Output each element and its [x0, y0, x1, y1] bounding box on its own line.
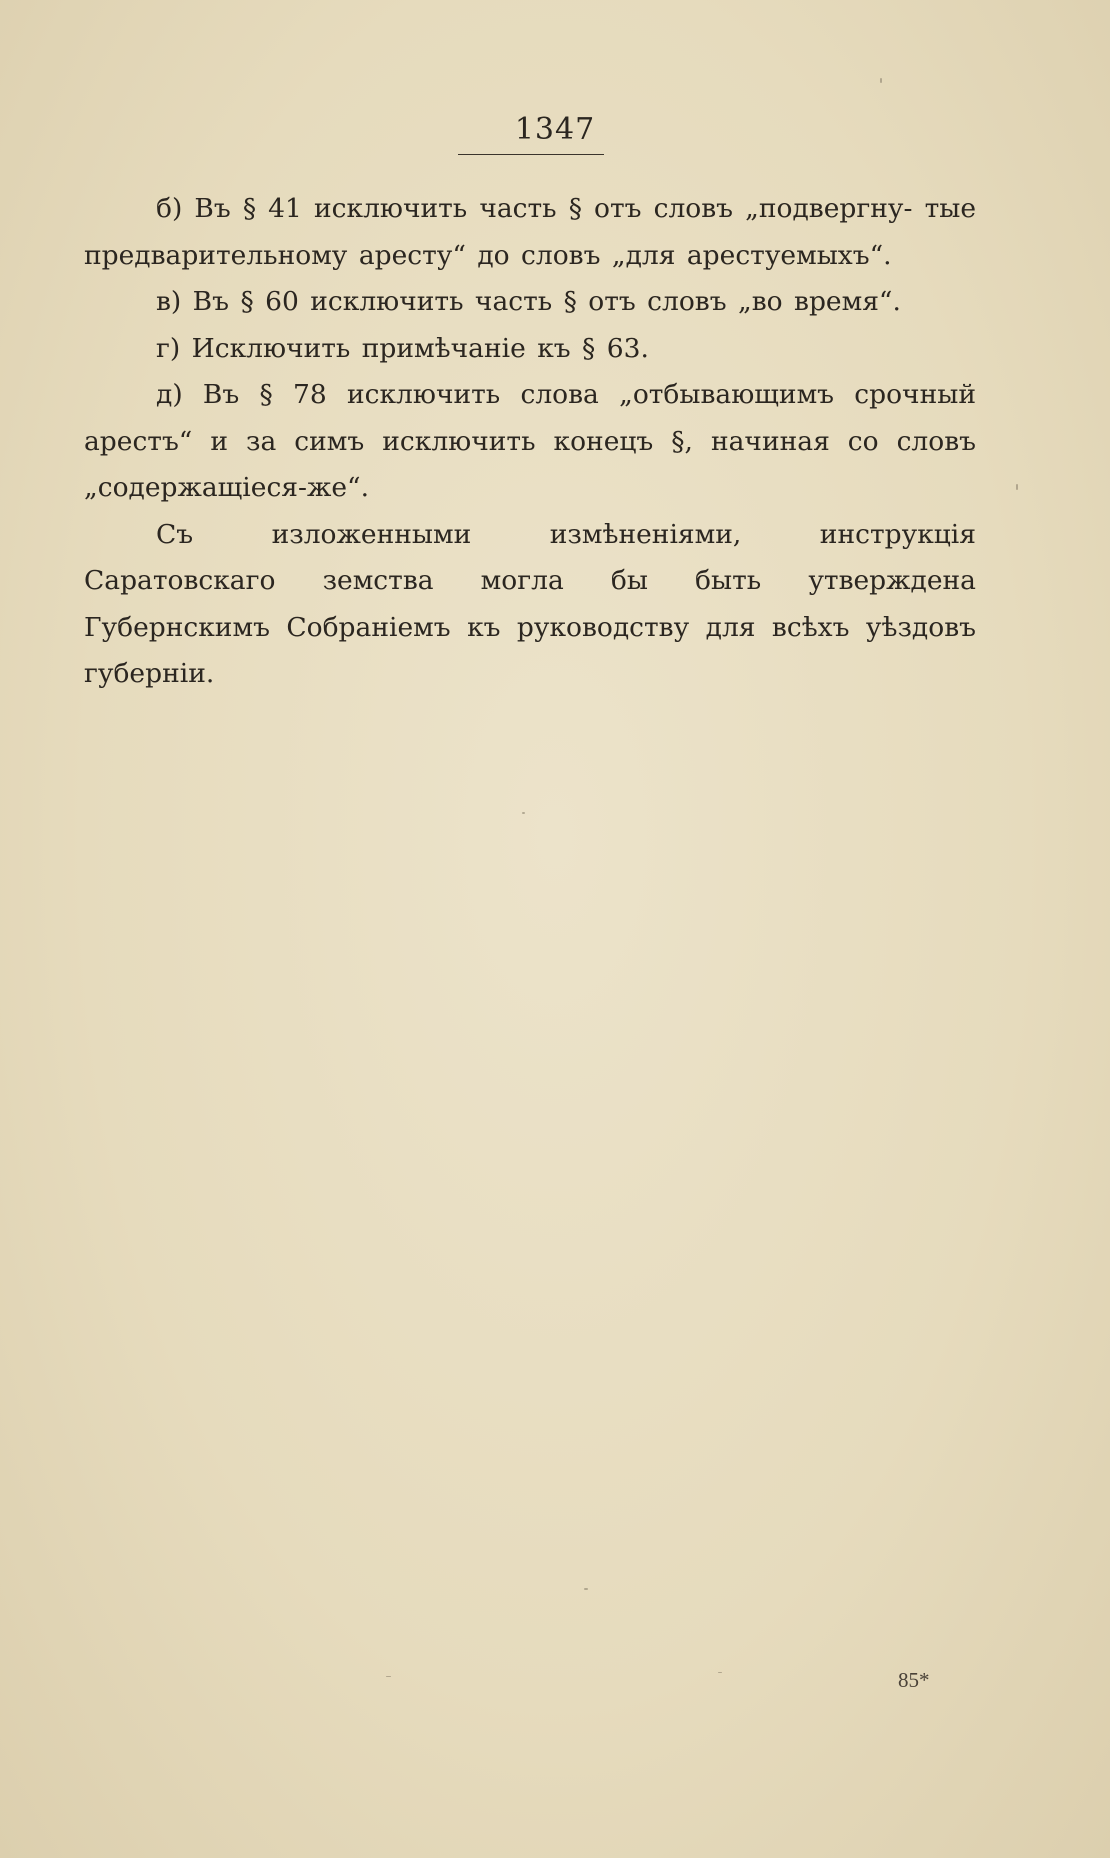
paragraph-line: земства могла бы быть утверждена Губернскимъ Собраніемъ [84, 565, 976, 643]
paper-speck [880, 78, 882, 83]
paragraph-d [84, 372, 976, 512]
paper-speck [584, 1588, 588, 1590]
printer-signature-mark: 85* [898, 1668, 930, 1692]
paragraph-g [84, 326, 976, 373]
paragraph-line: Съ изложенными измѣненіями, инструкція Саратовскаго [84, 518, 976, 596]
paper-speck [386, 1676, 391, 1677]
paper-speck [718, 1672, 722, 1673]
paragraph-line: д) Въ § 78 исключить слова „отбывающимъ срочный [156, 379, 976, 410]
paragraph-v [84, 279, 976, 326]
paragraph-line: къ руководству для всѣхъ уѣздовъ губерніи. [84, 611, 976, 689]
paragraph-line: „содержащіеся-же“. [84, 472, 370, 503]
paper-speck [522, 812, 525, 814]
paper-speck [1016, 484, 1018, 490]
paragraph-line: г) Исключить примѣчаніе къ § 63. [156, 332, 649, 364]
paragraph-conclusion [84, 512, 976, 698]
page-number-rule [458, 154, 604, 155]
body-text [84, 186, 976, 698]
paragraph-line: арестъ“ и за симъ исключить конецъ §, начиная со словъ [84, 425, 976, 457]
paragraph-line: в) Въ § 60 исключить часть § отъ словъ „во время“. [156, 286, 901, 317]
paragraph-b [84, 186, 976, 279]
page-number: 1347 [514, 112, 596, 147]
paragraph-line: б) Въ § 41 исключить часть § отъ словъ „подвергну- [156, 193, 913, 224]
paragraph-line: тые предварительному аресту“ до словъ „для арестуемыхъ“. [84, 193, 976, 271]
